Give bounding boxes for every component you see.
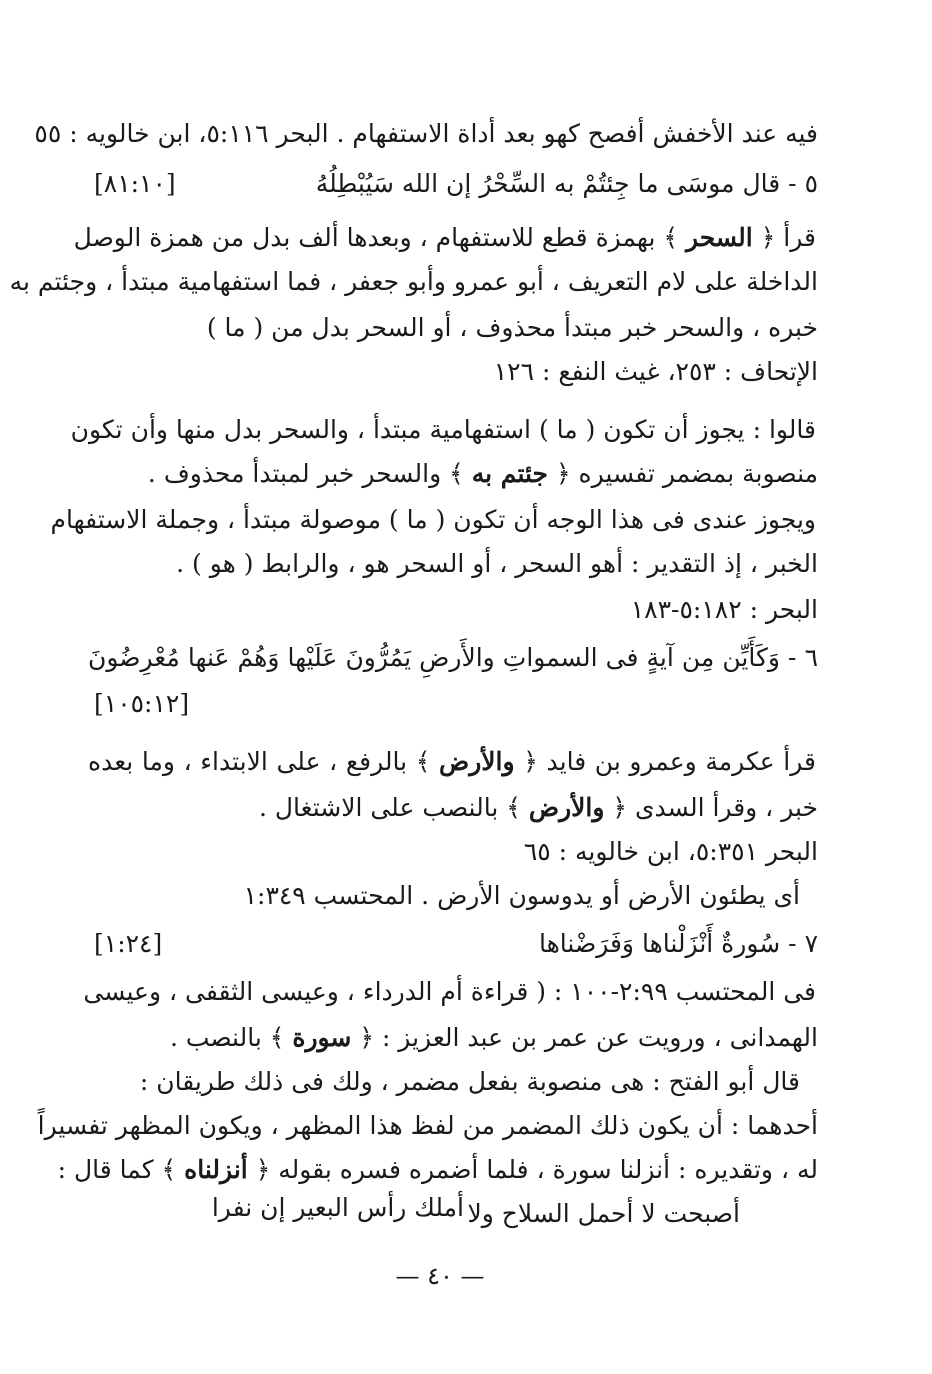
text-line: أحدهما : أن يكون ذلك المضمر من لفظ هذا المظهر ، ويكون المظهر تفسيراً [37, 1111, 818, 1140]
text-line: أى يطئون الأرض أو يدوسون الأرض . المحتسب ١:٣٤٩ [243, 881, 800, 910]
text-line: الخبر ، إذ التقدير : أهو السحر ، أو السحر هو ، والرابط ( هو ) . [176, 549, 818, 578]
text-line: قرأ عكرمة وعمرو بن فايد ﴿ والأرض ﴾ بالرفع ، على الابتداء ، وما بعده [88, 747, 816, 776]
text-line: قال أبو الفتح : هى منصوبة بفعل مضمر ، ولك فى ذلك طريقان : [139, 1067, 800, 1096]
text-line: قرأ ﴿ السحر ﴾ بهمزة قطع للاستفهام ، وبعدها ألف بدل من همزة الوصل [73, 223, 816, 252]
quran-word: سورة [292, 1023, 352, 1052]
source-reference: الإتحاف : ٢٥٣، غيث النفع : ١٢٦ [493, 357, 818, 386]
quran-word: والأرض [439, 747, 515, 776]
text-line: خبره ، والسحر خبر مبتدأ محذوف ، أو السحر بدل من ( ما ) [206, 313, 818, 342]
text-line: خبر ، وقرأ السدى ﴿ والأرض ﴾ بالنصب على الاشتغال . [258, 793, 818, 822]
text-line: فيه عند الأخفش أفصح كهو بعد أداة الاستفهام . البحر ٥:١١٦، ابن خالويه : ٥٥ [34, 119, 818, 148]
verse-5-reference: [٨١:١٠] [94, 169, 176, 198]
text-line: الداخلة على لام التعريف ، أبو عمرو وأبو جعفر ، فما استفهامية مبتدأ ، وجئتم به [9, 267, 818, 296]
quran-word: السحر [685, 223, 753, 252]
verse-6: ٦ - وَكَأَيِّن مِن آيةٍ فى السمواتِ والأَرضِ يَمُرُّونَ عَلَيْها وَهُمْ عَنها مُعْرِضُونَ [88, 643, 818, 672]
verse-5: ٥ - قال موسَى ما جِئتُمْ به السِّحْرُ إن الله سَيُبْطِلُهُ [315, 169, 818, 198]
poem-hemistich-first: أصبحت لا أحمل السلاح ولا [467, 1199, 740, 1228]
source-reference: البحر : ٥:١٨٢-١٨٣ [630, 595, 818, 624]
quran-word: أنزلناه [184, 1155, 248, 1184]
verse-7-reference: [١:٢٤] [94, 929, 163, 958]
text-line: ويجوز عندى فى هذا الوجه أن تكون ( ما ) موصولة مبتدأ ، وجملة الاستفهام [50, 505, 816, 534]
text-line: الهمدانى ، ورويت عن عمر بن عبد العزيز : ﴿ سورة ﴾ بالنصب . [169, 1023, 818, 1052]
verse-6-reference: [١٠٥:١٢] [94, 689, 190, 718]
text-line: فى المحتسب ٢:٩٩-١٠٠ : ( قراءة أم الدرداء ، وعيسى الثقفى ، وعيسى [83, 977, 816, 1006]
source-reference: البحر ٥:٣٥١، ابن خالويه : ٦٥ [523, 837, 818, 866]
text-line: قالوا : يجوز أن تكون ( ما ) استفهامية مبتدأ ، والسحر بدل منها وأن تكون [70, 415, 816, 444]
text-line: له ، وتقديره : أنزلنا سورة ، فلما أضمره فسره بقوله ﴿ أنزلناه ﴾ كما قال : [57, 1155, 818, 1184]
quran-word: جئتم به [471, 459, 548, 488]
text-line: منصوبة بمضمر تفسيره ﴿ جئتم به ﴾ والسحر خبر لمبتدأ محذوف . [147, 459, 818, 488]
page-number: — ٤٠ — [395, 1262, 485, 1290]
poem-hemistich-second: أملك رأس البعير إن نفرا [211, 1193, 464, 1222]
quran-word: والأرض [528, 793, 605, 822]
verse-7: ٧ - سُورةٌ أَنْزَلْناها وَفَرَضْناها [539, 929, 818, 958]
